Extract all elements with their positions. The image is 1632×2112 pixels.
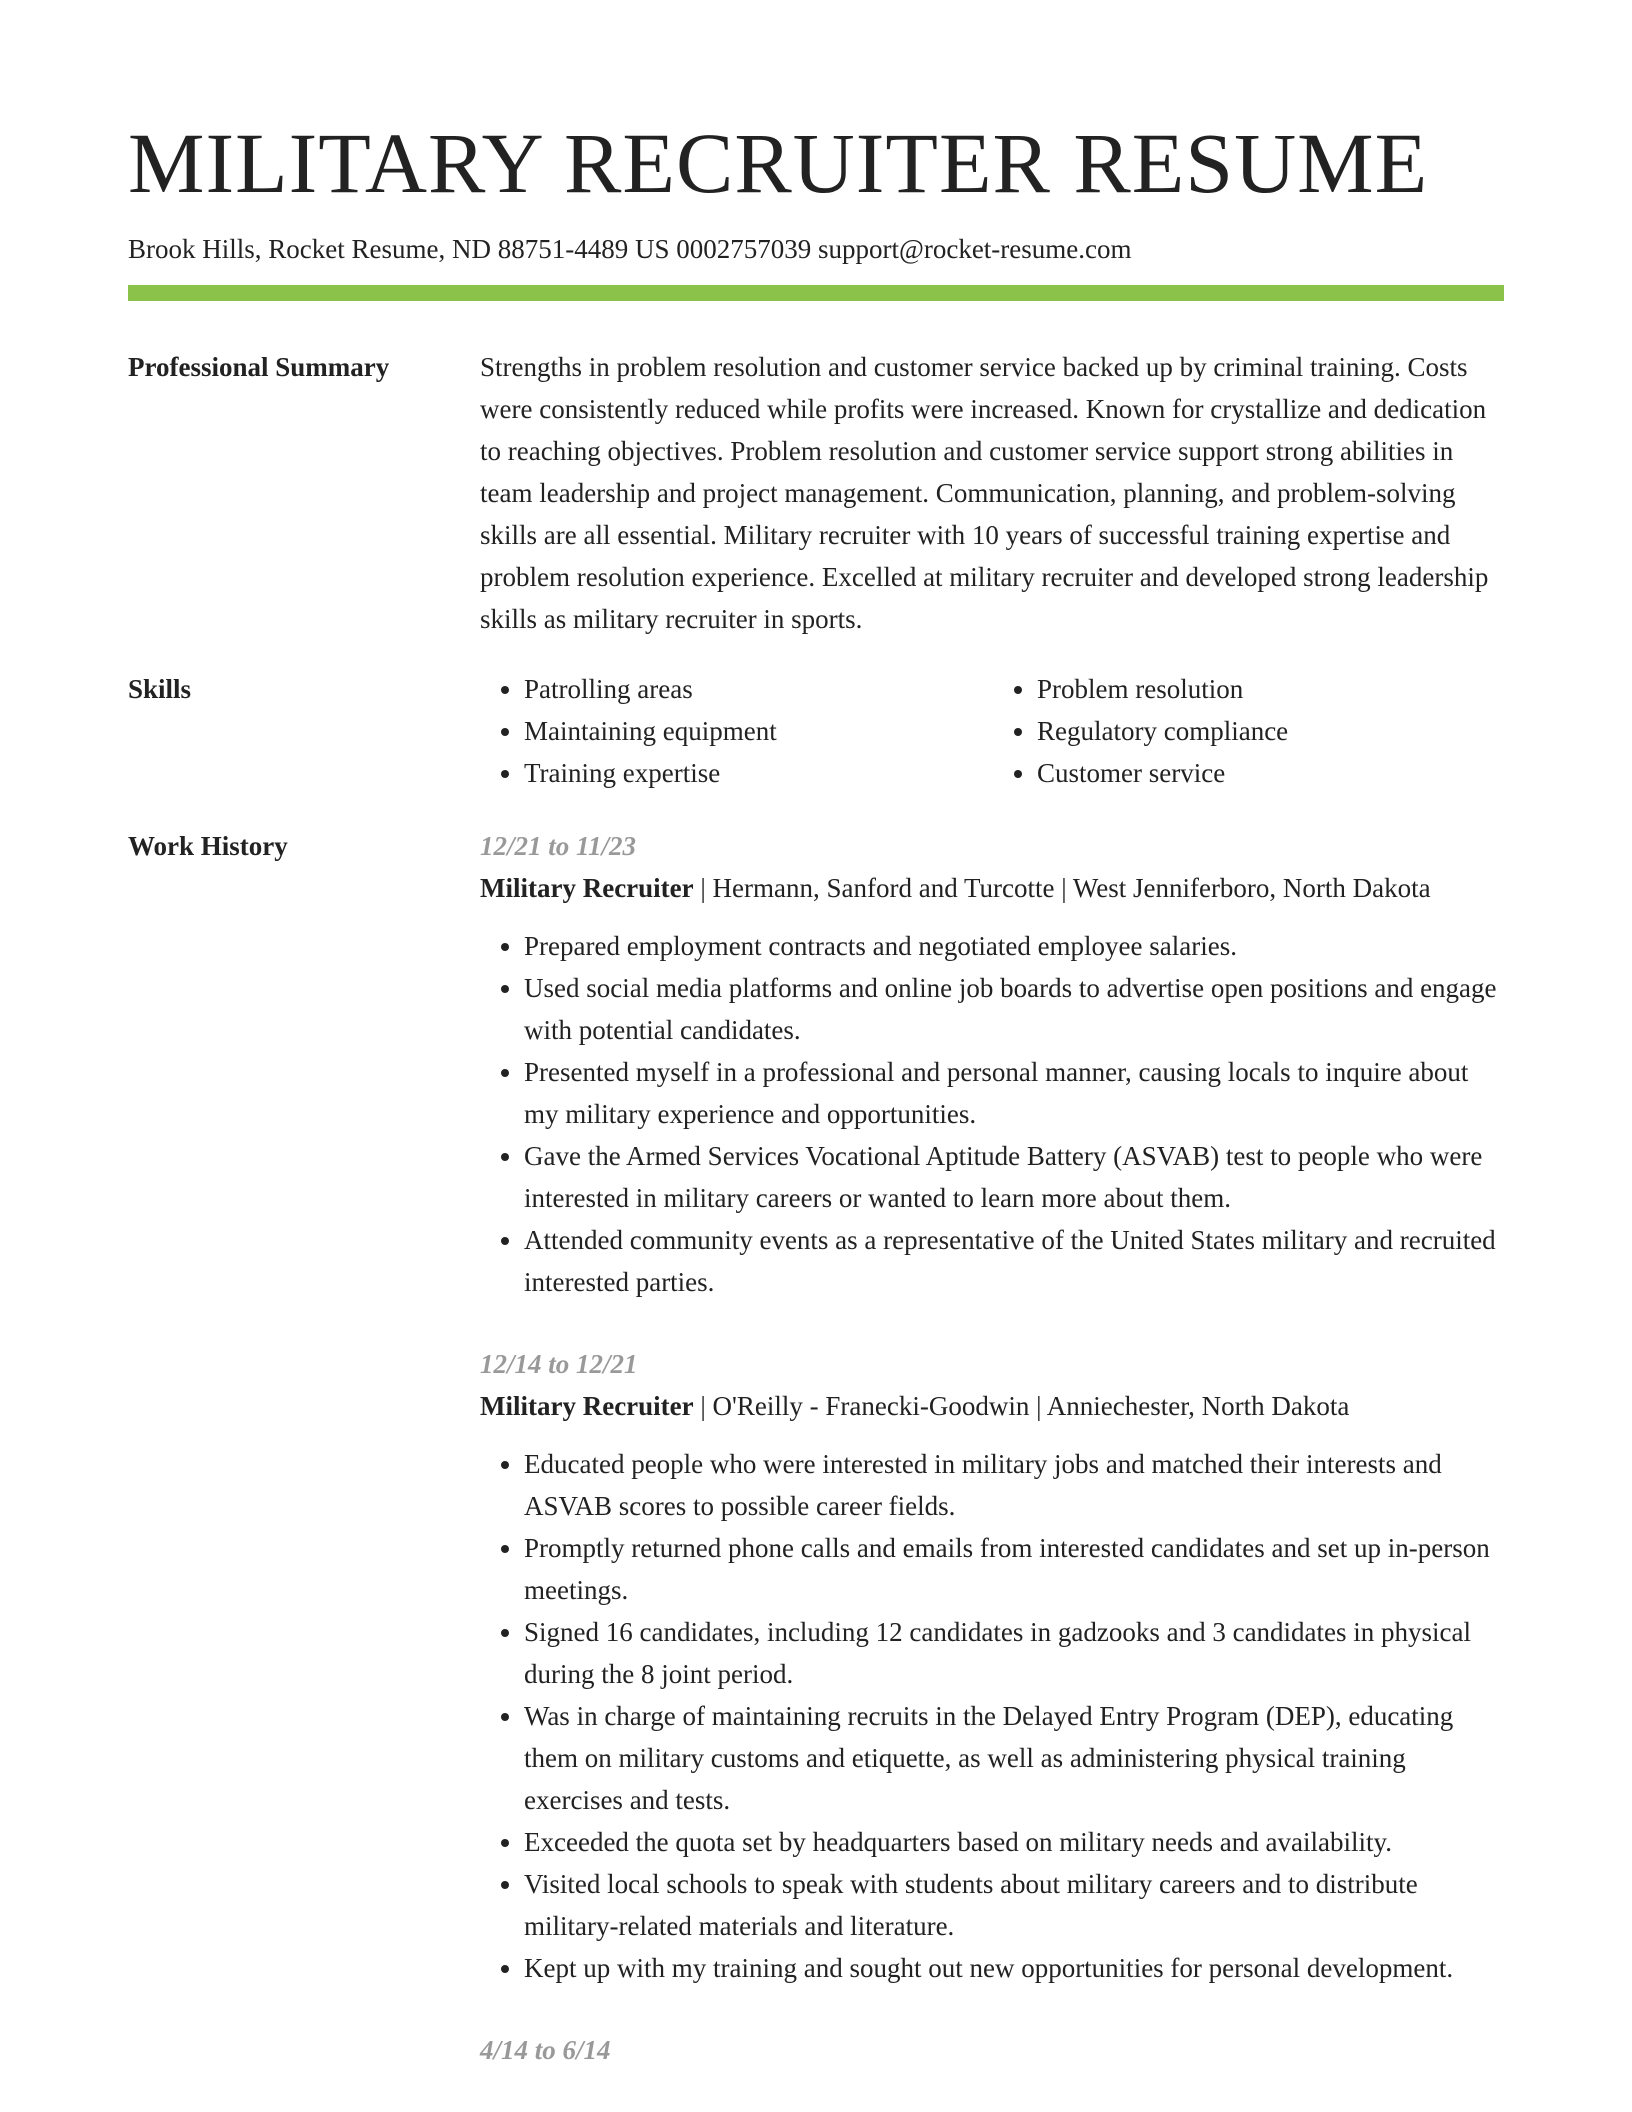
skill-item: • Training expertise xyxy=(524,752,993,794)
job-bullet: • Prepared employment contracts and negotiated employee salaries. xyxy=(524,925,1506,967)
job-heading xyxy=(480,1385,1506,1427)
resume-title: MILITARY RECRUITER RESUME xyxy=(128,115,1429,211)
job-bullet: • Used social media platforms and online job boards to advertise open positions and engage with potential candidates. xyxy=(524,967,1506,1051)
skills-section xyxy=(480,668,1506,794)
skills-list-right xyxy=(993,668,1506,794)
job-bullet: • Signed 16 candidates, including 12 candidates in gadzooks and 3 candidates in physical during the 8 joint period. xyxy=(524,1611,1506,1695)
job-dates: 4/14 to 6/14 xyxy=(480,2035,611,2065)
work-history-heading: Work History xyxy=(128,831,288,861)
contact-info: Brook Hills, Rocket Resume, ND 88751-4489 US 0002757039 support@rocket-resume.com xyxy=(128,234,1132,264)
job-dates: 12/14 to 12/21 xyxy=(480,1349,638,1379)
job-bullet: • Kept up with my training and sought out new opportunities for personal development. xyxy=(524,1947,1506,1989)
job-entry xyxy=(480,2029,1506,2071)
job-bullet: • Visited local schools to speak with students about military careers and to distribute military-related materials and literature. xyxy=(524,1863,1506,1947)
skill-item: • Customer service xyxy=(1037,752,1506,794)
summary-heading: Professional Summary xyxy=(128,352,390,382)
skills-list-left xyxy=(480,668,993,794)
work-history-section xyxy=(480,825,1506,2111)
job-entry xyxy=(480,1343,1506,1989)
job-title: Military Recruiter xyxy=(480,873,694,903)
job-bullet: • Attended community events as a representative of the United States military and recruited interested parties. xyxy=(524,1219,1506,1303)
job-heading xyxy=(480,867,1506,909)
job-title: Military Recruiter xyxy=(480,1391,694,1421)
job-bullet: • Presented myself in a professional and personal manner, causing locals to inquire about my military experience and opportunities. xyxy=(524,1051,1506,1135)
job-bullet: • Promptly returned phone calls and emails from interested candidates and set up in-person meetings. xyxy=(524,1527,1506,1611)
skill-item: • Maintaining equipment xyxy=(524,710,993,752)
skill-item: • Regulatory compliance xyxy=(1037,710,1506,752)
job-bullet: • Exceeded the quota set by headquarters based on military needs and availability. xyxy=(524,1821,1506,1863)
job-entry xyxy=(480,825,1506,1303)
job-bullets xyxy=(480,1443,1506,1989)
job-bullet: • Was in charge of maintaining recruits in the Delayed Entry Program (DEP), educating them on military customs and etiquette, as well as administering physical training exercises and tests. xyxy=(524,1695,1506,1821)
skill-item: • Problem resolution xyxy=(1037,668,1506,710)
job-bullet: • Gave the Armed Services Vocational Aptitude Battery (ASVAB) test to people who were interested in military careers or wanted to learn more about them. xyxy=(524,1135,1506,1219)
skills-heading: Skills xyxy=(128,674,192,704)
summary-section xyxy=(480,346,1506,640)
job-dates: 12/21 to 11/23 xyxy=(480,831,637,861)
accent-divider xyxy=(128,285,1504,301)
job-employer-location: | O'Reilly - Franecki-Goodwin | Anniechester, North Dakota xyxy=(693,1391,1350,1421)
skill-item: • Patrolling areas xyxy=(524,668,993,710)
job-employer-location: | Hermann, Sanford and Turcotte | West Jenniferboro, North Dakota xyxy=(693,873,1431,903)
job-bullet: • Educated people who were interested in military jobs and matched their interests and ASVAB scores to possible career fields. xyxy=(524,1443,1506,1527)
job-bullets xyxy=(480,925,1506,1303)
summary-text: Strengths in problem resolution and customer service backed up by criminal training. Costs were consistently reduced while profits were increased. Known for crystallize and dedication to reaching objectives. Problem resolution and customer service support strong abilities in team leadership and project management. Communication, planning, and problem-solving skills are all essential. Military recruiter with 10 years of successful training expertise and problem resolution experience. Excelled at military recruiter and developed strong leadership skills as military recruiter in sports. xyxy=(480,352,1489,634)
